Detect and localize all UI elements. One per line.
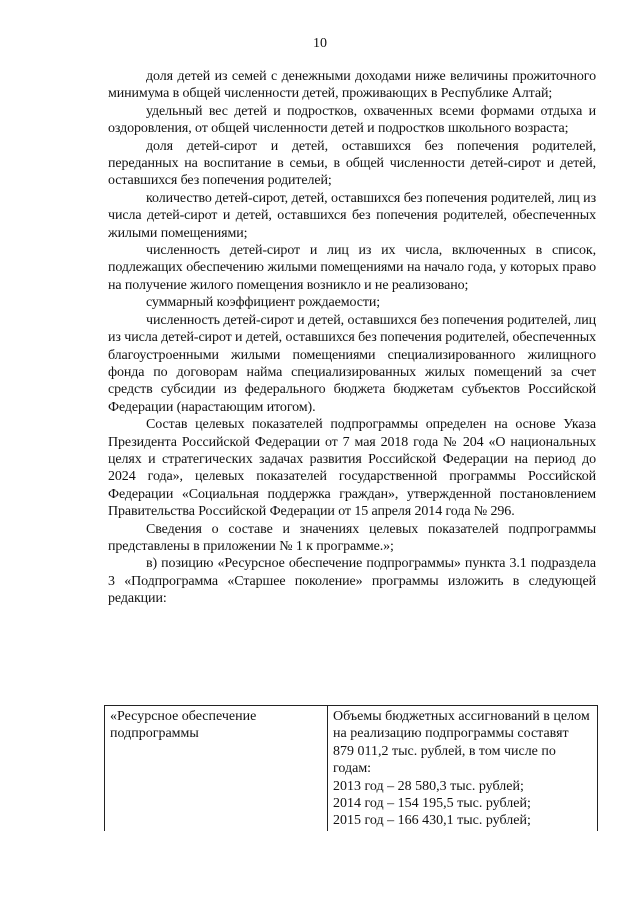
funding-year-2015: 2015 год – 166 430,1 тыс. рублей; bbox=[333, 813, 531, 829]
paragraph-orphans-housing-count: количество детей-сирот, детей, оставшихся без попечения родителей, лиц из числа детей-сирот и детей, оставшихся без попечения родителей, обеспеченных жилыми помещениями; bbox=[108, 190, 596, 241]
paragraph-fertility-rate: суммарный коэффициент рождаемости; bbox=[146, 295, 381, 311]
funding-year-2013: 2013 год – 28 580,3 тыс. рублей; bbox=[333, 778, 524, 794]
funding-year-2014: 2014 год – 154 195,5 тыс. рублей; bbox=[333, 796, 531, 812]
resource-provision-table bbox=[104, 705, 598, 831]
paragraph-orphans-housing-list: численность детей-сирот и лиц из их числа, включенных в список, подлежащих обеспечению жилыми помещениями на начало года, у которых право на получение жилого помещения возникло и не реализовано; bbox=[108, 243, 596, 293]
paragraph-indicators-appendix: Сведения о составе и значениях целевых показателей подпрограммы представлены в приложении № 1 к программе.»; bbox=[108, 521, 596, 554]
page-number: 10 bbox=[313, 36, 327, 51]
paragraph-orphans-specialized-housing: численность детей-сирот и детей, оставшихся без попечения родителей, лиц из числа детей-сирот и детей, оставшихся без попечения родителей, обеспеченных благоустроенными жилыми помещениями специализированного жилищного фонда по договорам найма специализированных жилых помещений за счет средств субсидии из федерального бюджета бюджетам субъектов Российской Федерации (нарастающим итогом). bbox=[108, 312, 596, 415]
paragraph-indicators-composition: Состав целевых показателей подпрограммы определен на основе Указа Президента Российской Федерации от 7 мая 2018 года № 204 «О национальных целях и стратегических задачах развития Российской Федерации на период до 2024 года», целевых показателей государственной программы Российской Федерации «Социальная поддержка граждан», утвержденной постановлением Правительства Российской Федерации от 15 апреля 2014 года № 296. bbox=[108, 417, 596, 520]
paragraph-amendment-resources: в) позицию «Ресурсное обеспечение подпрограммы» пункта 3.1 подраздела 3 «Подпрограмма «Старшее поколение» программы изложить в следующей редакции: bbox=[108, 556, 596, 607]
paragraph-orphans-foster-families: доля детей-сирот и детей, оставшихся без попечения родителей, переданных на воспитание в семьи, в общей численности детей-сирот и детей, оставшихся без попечения родителей; bbox=[108, 138, 596, 189]
paragraph-children-recreation: удельный вес детей и подростков, охваченных всеми формами отдыха и оздоровления, от общей численности детей и подростков школьного возраста; bbox=[108, 103, 596, 137]
table-cell-funding bbox=[328, 706, 598, 831]
funding-total-text: Объемы бюджетных ассигнований в целом на реализацию подпрограммы составят 879 011,2 тыс. рублей, в том числе по годам: bbox=[333, 709, 590, 777]
paragraph-children-low-income: доля детей из семей с денежными доходами ниже величины прожиточного минимума в общей численности детей, проживающих в Республике Алтай; bbox=[108, 69, 596, 102]
table-row bbox=[105, 706, 598, 831]
document-body bbox=[108, 68, 596, 608]
table-cell-label: «Ресурсное обеспечение подпрограммы bbox=[105, 706, 328, 831]
